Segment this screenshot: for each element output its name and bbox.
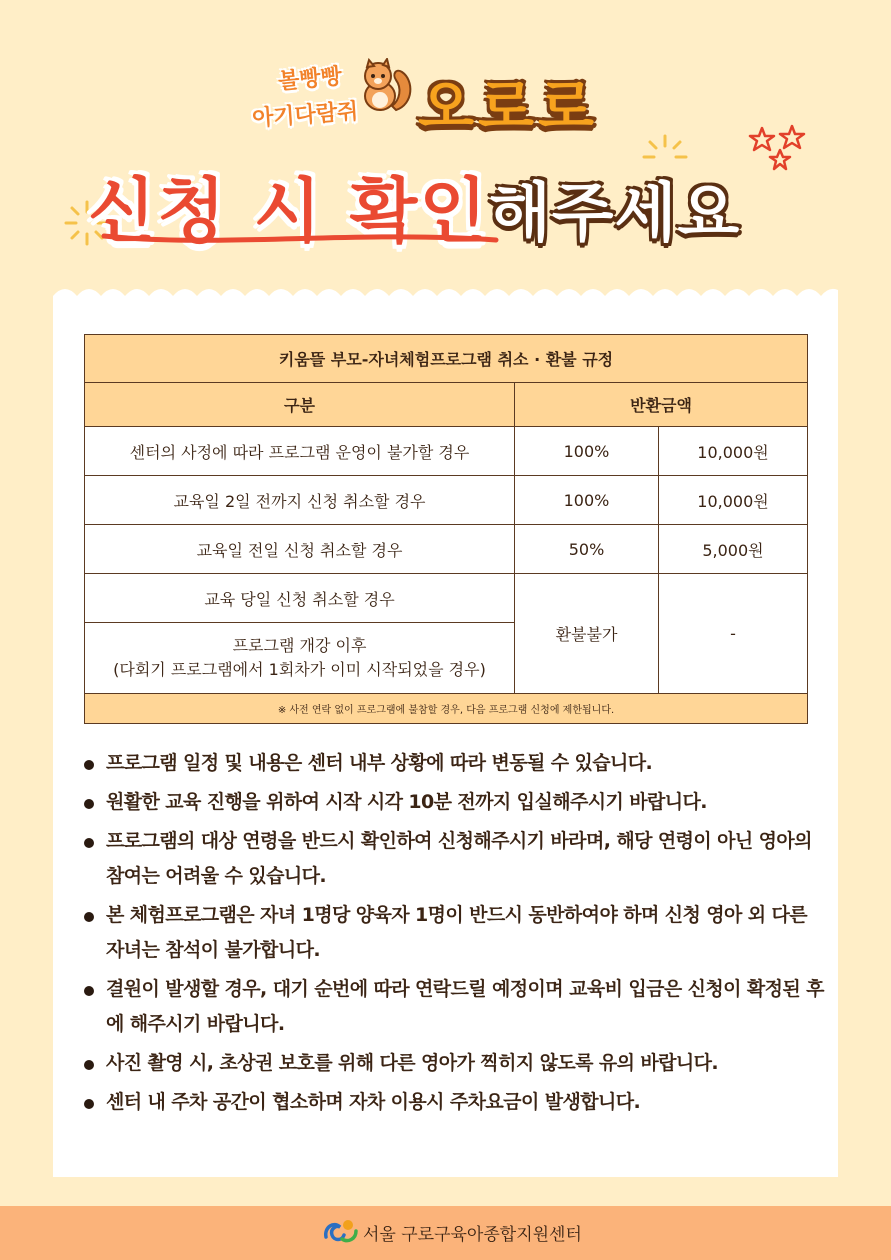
notice-list — [84, 746, 824, 1124]
table-row — [85, 574, 808, 623]
row-percent: 100% — [515, 476, 659, 525]
table-header-row — [85, 383, 808, 427]
row-amount: 10,000원 — [659, 476, 808, 525]
row-label: 교육일 전일 신청 취소할 경우 — [85, 525, 515, 574]
no-refund-cell: 환불불가 — [515, 574, 659, 694]
list-item: 본 체험프로그램은 자녀 1명당 양육자 1명이 반드시 동반하여야 하며 신청 영아 외 다른 자녀는 참석이 불가합니다. — [84, 898, 824, 968]
list-item: 사진 촬영 시, 초상권 보호를 위해 다른 영아가 찍히지 않도록 유의 바랍니다. — [84, 1046, 824, 1081]
refund-policy-table — [84, 334, 808, 724]
row-label: 교육 당일 신청 취소할 경우 — [85, 574, 515, 623]
table-footnote-row — [85, 694, 808, 724]
headline-underline — [100, 226, 500, 250]
row-label-line1: 프로그램 개강 이후 — [232, 636, 367, 655]
headline-rest: 해주세요 — [488, 177, 741, 251]
table-row — [85, 476, 808, 525]
row-label: 센터의 사정에 따라 프로그램 운영이 불가할 경우 — [85, 427, 515, 476]
row-label-line2: (다회기 프로그램에서 1회차가 이미 시작되었을 경우) — [113, 660, 486, 679]
brand-line1: 볼빵빵 — [277, 64, 343, 95]
list-item: 프로그램의 대상 연령을 반드시 확인하여 신청해주시기 바라며, 해당 연령이 아닌 영아의 참여는 어려울 수 있습니다. — [84, 824, 824, 894]
header-category: 구분 — [85, 383, 515, 427]
table-title: 키움뜰 부모-자녀체험프로그램 취소 · 환불 규정 — [85, 335, 808, 383]
row-label: 교육일 2일 전까지 신청 취소할 경우 — [85, 476, 515, 525]
squirrel-mascot-icon — [356, 58, 414, 116]
table-row — [85, 427, 808, 476]
table-row — [85, 525, 808, 574]
list-item: 프로그램 일정 및 내용은 센터 내부 상황에 따라 변동될 수 있습니다. — [84, 746, 824, 781]
list-item: 결원이 발생할 경우, 대기 순번에 따라 연락드릴 예정이며 교육비 입금은 신청이 확정된 후에 해주시기 바랍니다. — [84, 972, 824, 1042]
brand-line2: 아기다람쥐 — [251, 99, 360, 132]
table-title-row — [85, 335, 808, 383]
row-amount: 5,000원 — [659, 525, 808, 574]
row-amount: 10,000원 — [659, 427, 808, 476]
row-percent: 100% — [515, 427, 659, 476]
list-item: 센터 내 주차 공간이 협소하며 자차 이용시 주차요금이 발생합니다. — [84, 1085, 824, 1120]
center-logo-icon — [322, 1217, 360, 1247]
headline-emphasis: 신청 시 확인 — [88, 170, 489, 252]
star-doodle-icon — [748, 124, 808, 174]
footer-org-name: 서울 구로구육아종합지원센터 — [363, 1225, 582, 1245]
no-amount-cell: - — [659, 574, 808, 694]
list-item: 원활한 교육 진행을 위하여 시작 시각 10분 전까지 입실해주시기 바랍니다. — [84, 785, 824, 820]
row-percent: 50% — [515, 525, 659, 574]
table-footnote: ※ 사전 연락 없이 프로그램에 불참할 경우, 다음 프로그램 신청에 제한됩니다. — [85, 694, 808, 724]
program-name: 오로로 — [418, 73, 599, 141]
header-refund-amount: 반환금액 — [515, 383, 808, 427]
row-label-multiline — [85, 623, 515, 694]
